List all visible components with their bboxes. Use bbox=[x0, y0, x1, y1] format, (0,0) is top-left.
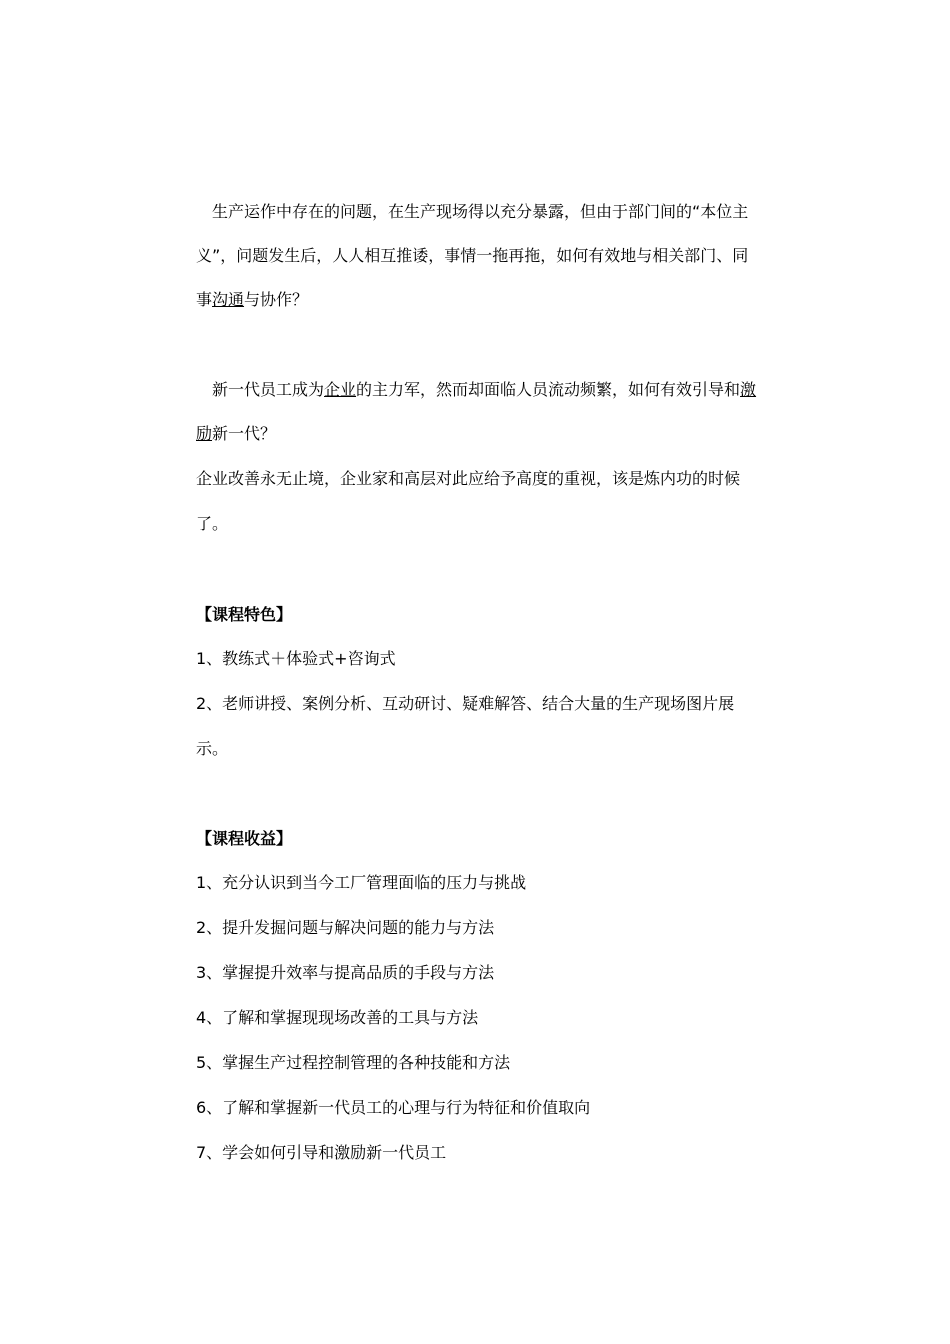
text-segment: 的主力军，然而却面临人员流动频繁，如何有效引导和 bbox=[356, 380, 741, 399]
paragraph-2-line-2 bbox=[196, 424, 276, 444]
features-item-1: 1、教练式＋体验式+咨询式 bbox=[196, 649, 396, 668]
features-item-2-line-2: 示。 bbox=[196, 739, 229, 758]
benefits-heading: 【课程收益】 bbox=[196, 829, 293, 848]
text-segment: 新一代员工成为 bbox=[196, 380, 325, 399]
link-enterprise[interactable]: 企业 bbox=[324, 380, 357, 399]
paragraph-2-line-1 bbox=[196, 380, 756, 400]
text-segment: 事 bbox=[196, 290, 213, 309]
text-segment: 新一代？ bbox=[212, 424, 277, 443]
paragraph-1-line-2: 义”，问题发生后，人人相互推诿，事情一拖再拖，如何有效地与相关部门、同 bbox=[196, 246, 749, 265]
text-segment: 与协作？ bbox=[244, 290, 309, 309]
features-item-2-line-1: 2、老师讲授、案例分析、互动研讨、疑难解答、结合大量的生产现场图片展 bbox=[196, 694, 735, 713]
benefits-item: 2、提升发掘问题与解决问题的能力与方法 bbox=[196, 918, 495, 937]
link-communication[interactable]: 沟通 bbox=[212, 290, 245, 309]
features-heading: 【课程特色】 bbox=[196, 605, 293, 624]
benefits-item: 5、掌握生产过程控制管理的各种技能和方法 bbox=[196, 1053, 511, 1072]
paragraph-1-line-3 bbox=[196, 290, 308, 310]
paragraph-1-line-1: 生产运作中存在的问题，在生产现场得以充分暴露，但由于部门间的“本位主 bbox=[196, 202, 749, 221]
benefits-item: 7、学会如何引导和激励新一代员工 bbox=[196, 1143, 447, 1162]
benefits-item: 6、了解和掌握新一代员工的心理与行为特征和价值取向 bbox=[196, 1098, 591, 1117]
link-motivation-part-2[interactable]: 励 bbox=[196, 424, 213, 443]
paragraph-3-line-2: 了。 bbox=[196, 514, 229, 533]
link-motivation-part-1[interactable]: 激 bbox=[740, 380, 757, 399]
benefits-item: 3、掌握提升效率与提高品质的手段与方法 bbox=[196, 963, 495, 982]
paragraph-3-line-1: 企业改善永无止境，企业家和高层对此应给予高度的重视，该是炼内功的时候 bbox=[196, 469, 741, 488]
benefits-item: 4、了解和掌握现现场改善的工具与方法 bbox=[196, 1008, 479, 1027]
benefits-item: 1、充分认识到当今工厂管理面临的压力与挑战 bbox=[196, 873, 527, 892]
